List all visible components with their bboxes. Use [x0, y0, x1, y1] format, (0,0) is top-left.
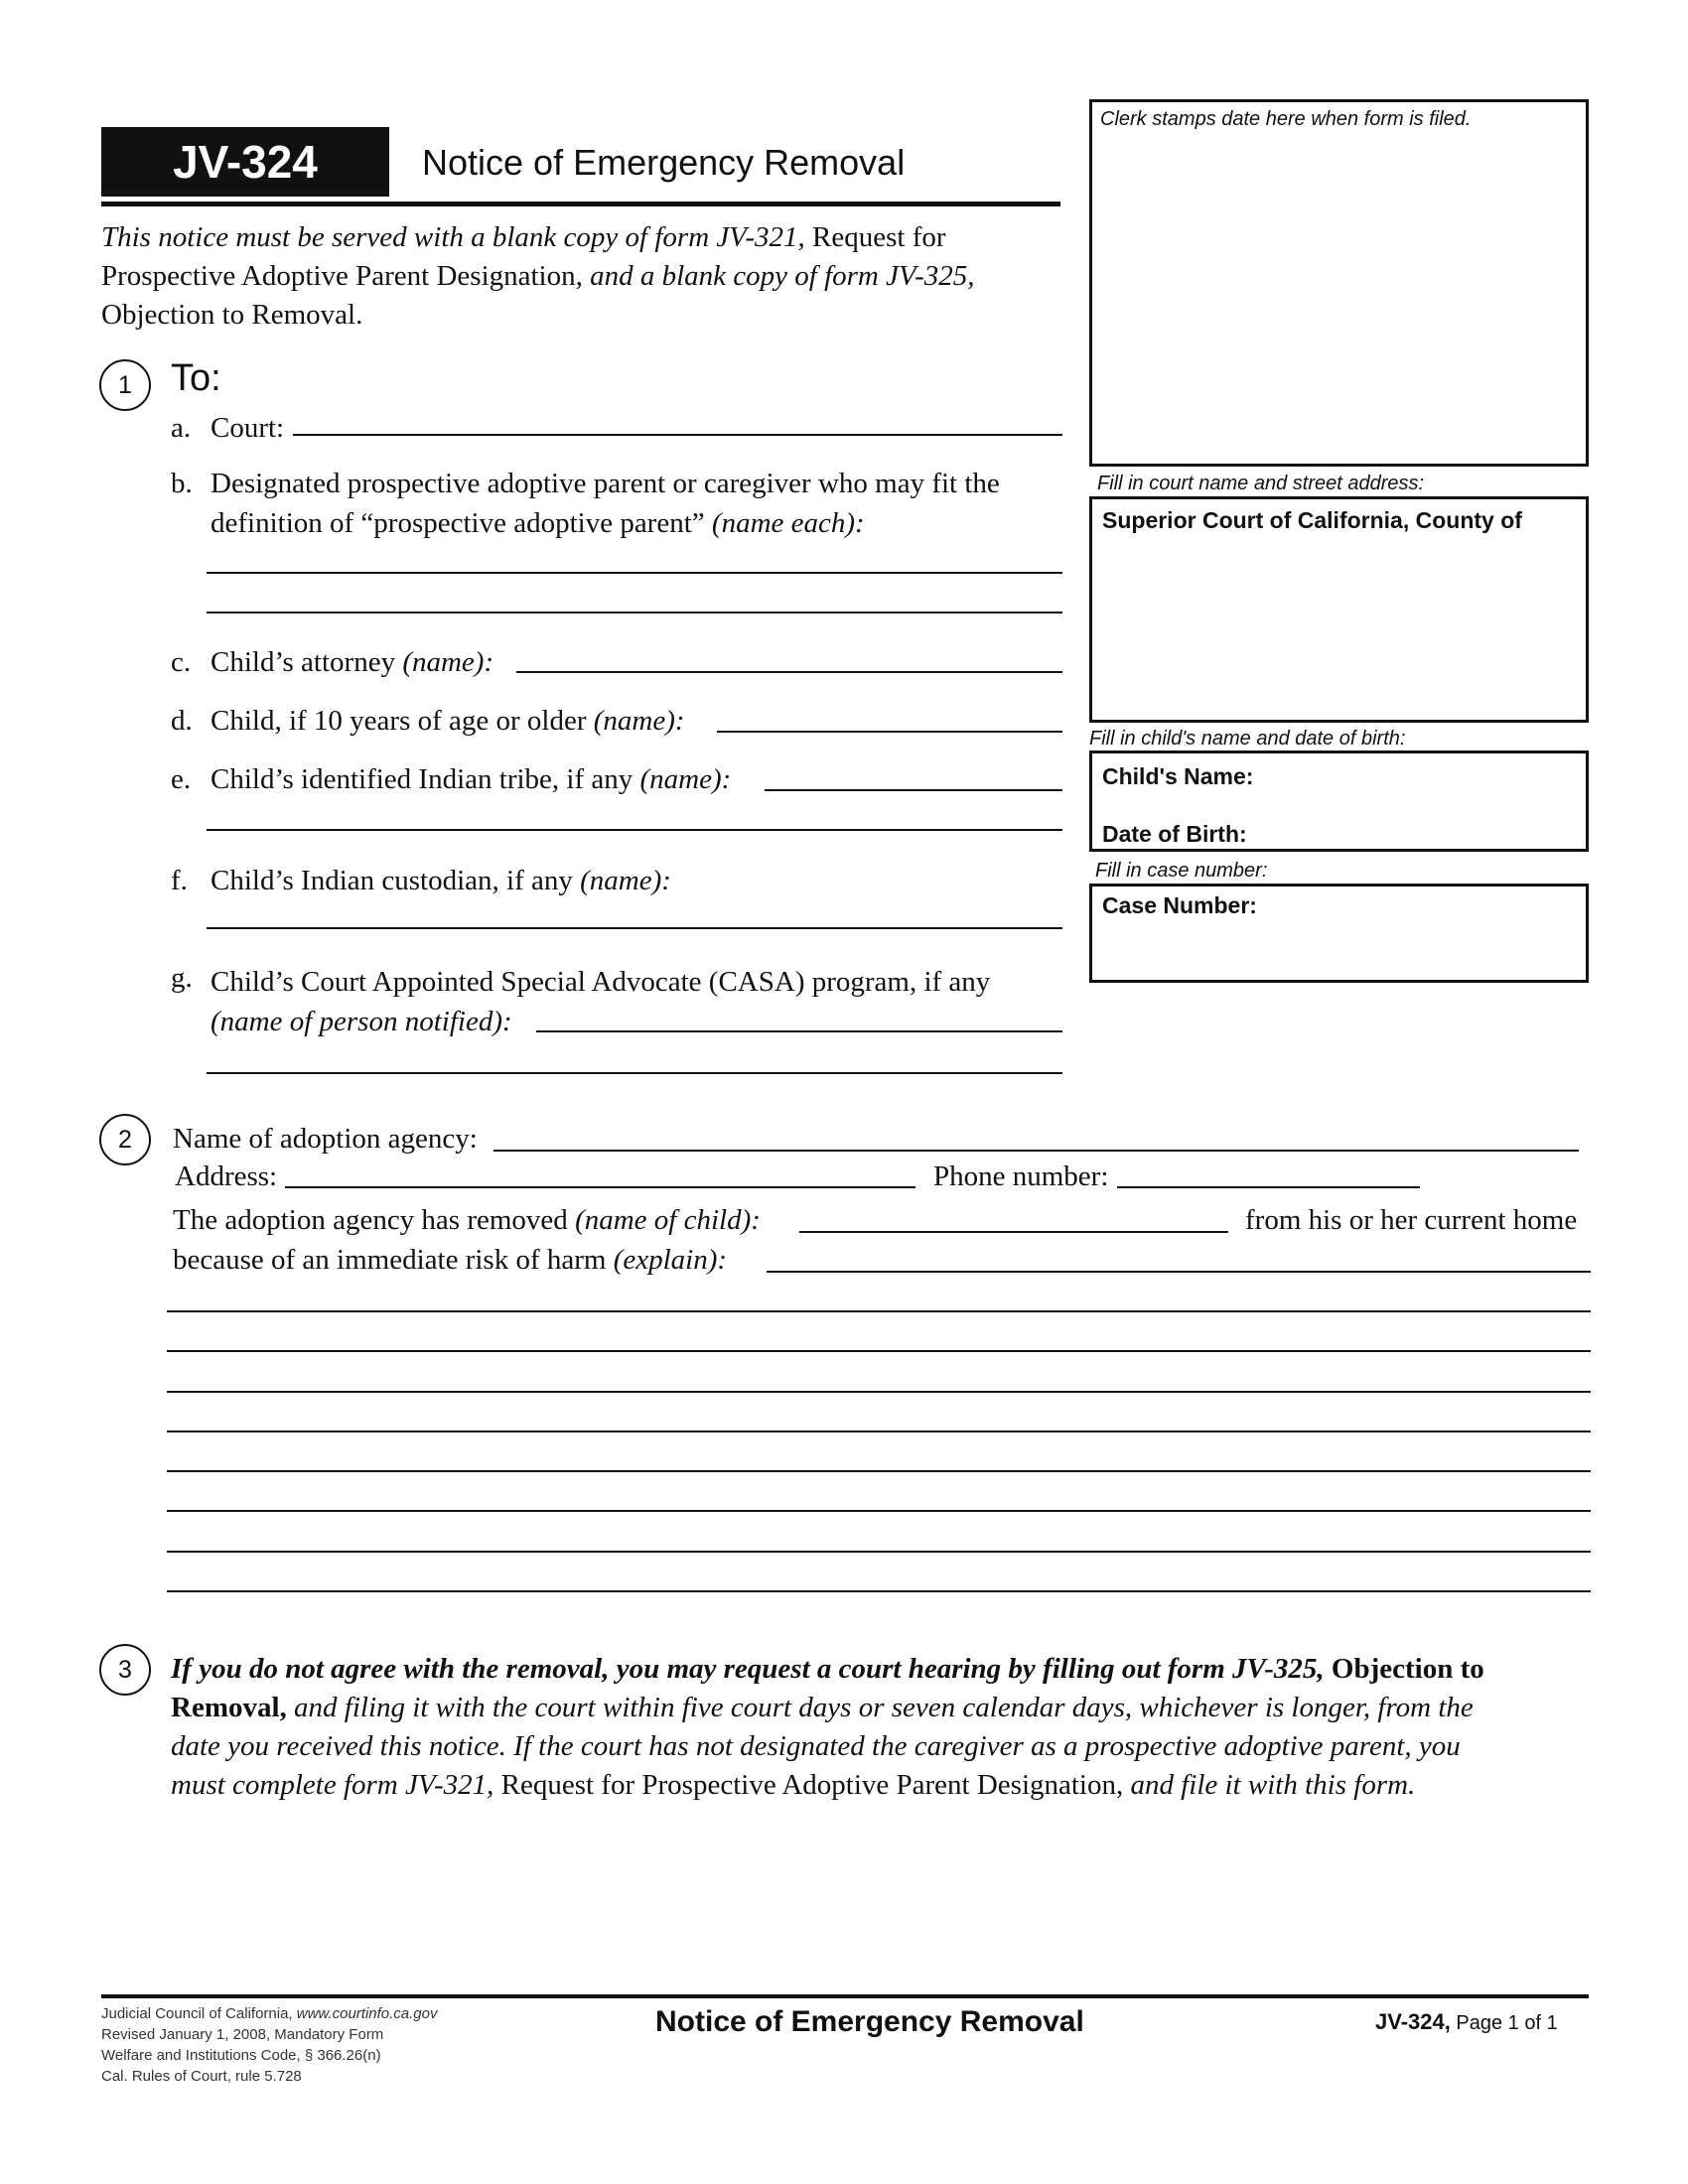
explain-field-9[interactable] [167, 1590, 1591, 1592]
phone-label: Phone number: [933, 1160, 1109, 1192]
indian-tribe-field-1[interactable] [765, 789, 1062, 791]
page-title: Notice of Emergency Removal [422, 142, 906, 183]
form-number: JV-324 [173, 136, 318, 188]
section-2-number: 2 [99, 1114, 151, 1165]
section-1-heading: To: [171, 357, 221, 399]
footer-title: Notice of Emergency Removal [655, 2005, 1084, 2038]
child-box-caption: Fill in child's name and date of birth: [1089, 728, 1406, 750]
footer-page: JV-324, Page 1 of 1 [1375, 2009, 1558, 2034]
form-number-badge [101, 127, 389, 197]
item-g-hint: (name of person notified): [211, 1006, 512, 1037]
item-b-text: Designated prospective adoptive parent or caregiver who may fit the [211, 468, 1000, 499]
clerk-stamp-box[interactable] [1089, 99, 1589, 467]
item-c-letter: c. [171, 646, 192, 678]
item-e-text: Child’s identified Indian tribe, if any (name): [211, 763, 732, 795]
section-3-line-1: If you do not agree with the removal, you may request a court hearing by filling out form JV-325, Objection to [171, 1653, 1484, 1685]
section-3-line-3: date you received this notice. If the court has not designated the caregiver as a prospective adoptive parent, you [171, 1730, 1461, 1762]
intro-text-2: Prospective Adoptive Parent Designation, and a blank copy of form JV-325, [101, 260, 975, 292]
removed-child-field[interactable] [799, 1231, 1228, 1233]
explain-field-4[interactable] [167, 1391, 1591, 1393]
child-info-box[interactable] [1089, 751, 1589, 852]
footer-rule [101, 1994, 1589, 1998]
agency-name-field[interactable] [493, 1150, 1579, 1152]
item-g-text: Child’s Court Appointed Special Advocate (CASA) program, if any [211, 966, 991, 998]
item-b-text-2: definition of “prospective adoptive parent” (name each): [211, 507, 865, 539]
item-d-letter: d. [171, 705, 193, 737]
because-text: because of an immediate risk of harm (explain): [173, 1244, 728, 1276]
item-a-letter: a. [171, 412, 192, 444]
court-name-value: Superior Court of California, County of [1102, 507, 1522, 533]
court-box-caption: Fill in court name and street address: [1097, 473, 1425, 494]
indian-tribe-field-2[interactable] [207, 829, 1062, 831]
footer-info: Judicial Council of California, www.courtinfo.ca.gov Revised January 1, 2008, Mandatory Form Welfare and Institutions Code, § 366.26(n) Cal. Rules of Court, rule 5.728 [101, 2005, 438, 2085]
dob-label: Date of Birth: [1102, 821, 1247, 847]
item-e-letter: e. [171, 763, 192, 795]
item-b-letter: b. [171, 468, 193, 499]
explain-field-7[interactable] [167, 1510, 1591, 1512]
header-rule [101, 202, 1060, 206]
address-field[interactable] [285, 1186, 915, 1188]
phone-field[interactable] [1117, 1186, 1420, 1188]
removed-text: The adoption agency has removed (name of child): [173, 1204, 761, 1236]
clerk-stamp-caption: Clerk stamps date here when form is filed. [1100, 108, 1472, 130]
case-box-caption: Fill in case number: [1095, 860, 1268, 882]
section-1-number: 1 [99, 359, 151, 411]
parent-name-field-1[interactable] [207, 572, 1062, 574]
explain-field-8[interactable] [167, 1551, 1591, 1553]
intro-text: This notice must be served with a blank copy of form JV-321, Request for [101, 221, 946, 253]
explain-field-5[interactable] [167, 1431, 1591, 1433]
case-number-box[interactable] [1089, 884, 1589, 983]
child-attorney-field[interactable] [516, 671, 1062, 673]
explain-field-1[interactable] [767, 1271, 1591, 1273]
item-c-text: Child’s attorney (name): [211, 646, 494, 678]
case-number-label: Case Number: [1102, 892, 1257, 918]
removed-tail: from his or her current home [1245, 1204, 1578, 1236]
section-3-line-2: Removal, and filing it with the court within five court days or seven calendar days, whichever is longer, from the [171, 1692, 1474, 1723]
agency-label: Name of adoption agency: [173, 1123, 478, 1155]
casa-field-2[interactable] [207, 1072, 1062, 1074]
section-3-number: 3 [99, 1644, 151, 1696]
item-d-text: Child, if 10 years of age or older (name): [211, 705, 685, 737]
court-label: Court: [211, 412, 285, 444]
explain-field-6[interactable] [167, 1470, 1591, 1472]
indian-custodian-field[interactable] [207, 927, 1062, 929]
explain-field-2[interactable] [167, 1310, 1591, 1312]
intro-text-3: Objection to Removal. [101, 299, 363, 331]
address-label: Address: [175, 1160, 278, 1192]
child-name-label: Child's Name: [1102, 763, 1254, 789]
item-f-letter: f. [171, 865, 188, 896]
court-field[interactable] [293, 434, 1062, 436]
casa-field-1[interactable] [536, 1030, 1062, 1032]
item-g-letter: g. [171, 962, 193, 994]
item-f-text: Child’s Indian custodian, if any (name): [211, 865, 671, 896]
section-3-line-4: must complete form JV-321, Request for Prospective Adoptive Parent Designation, and file it with this form. [171, 1769, 1416, 1801]
child-name-field[interactable] [717, 731, 1062, 733]
explain-field-3[interactable] [167, 1350, 1591, 1352]
parent-name-field-2[interactable] [207, 612, 1062, 614]
court-name-box[interactable] [1089, 496, 1589, 723]
